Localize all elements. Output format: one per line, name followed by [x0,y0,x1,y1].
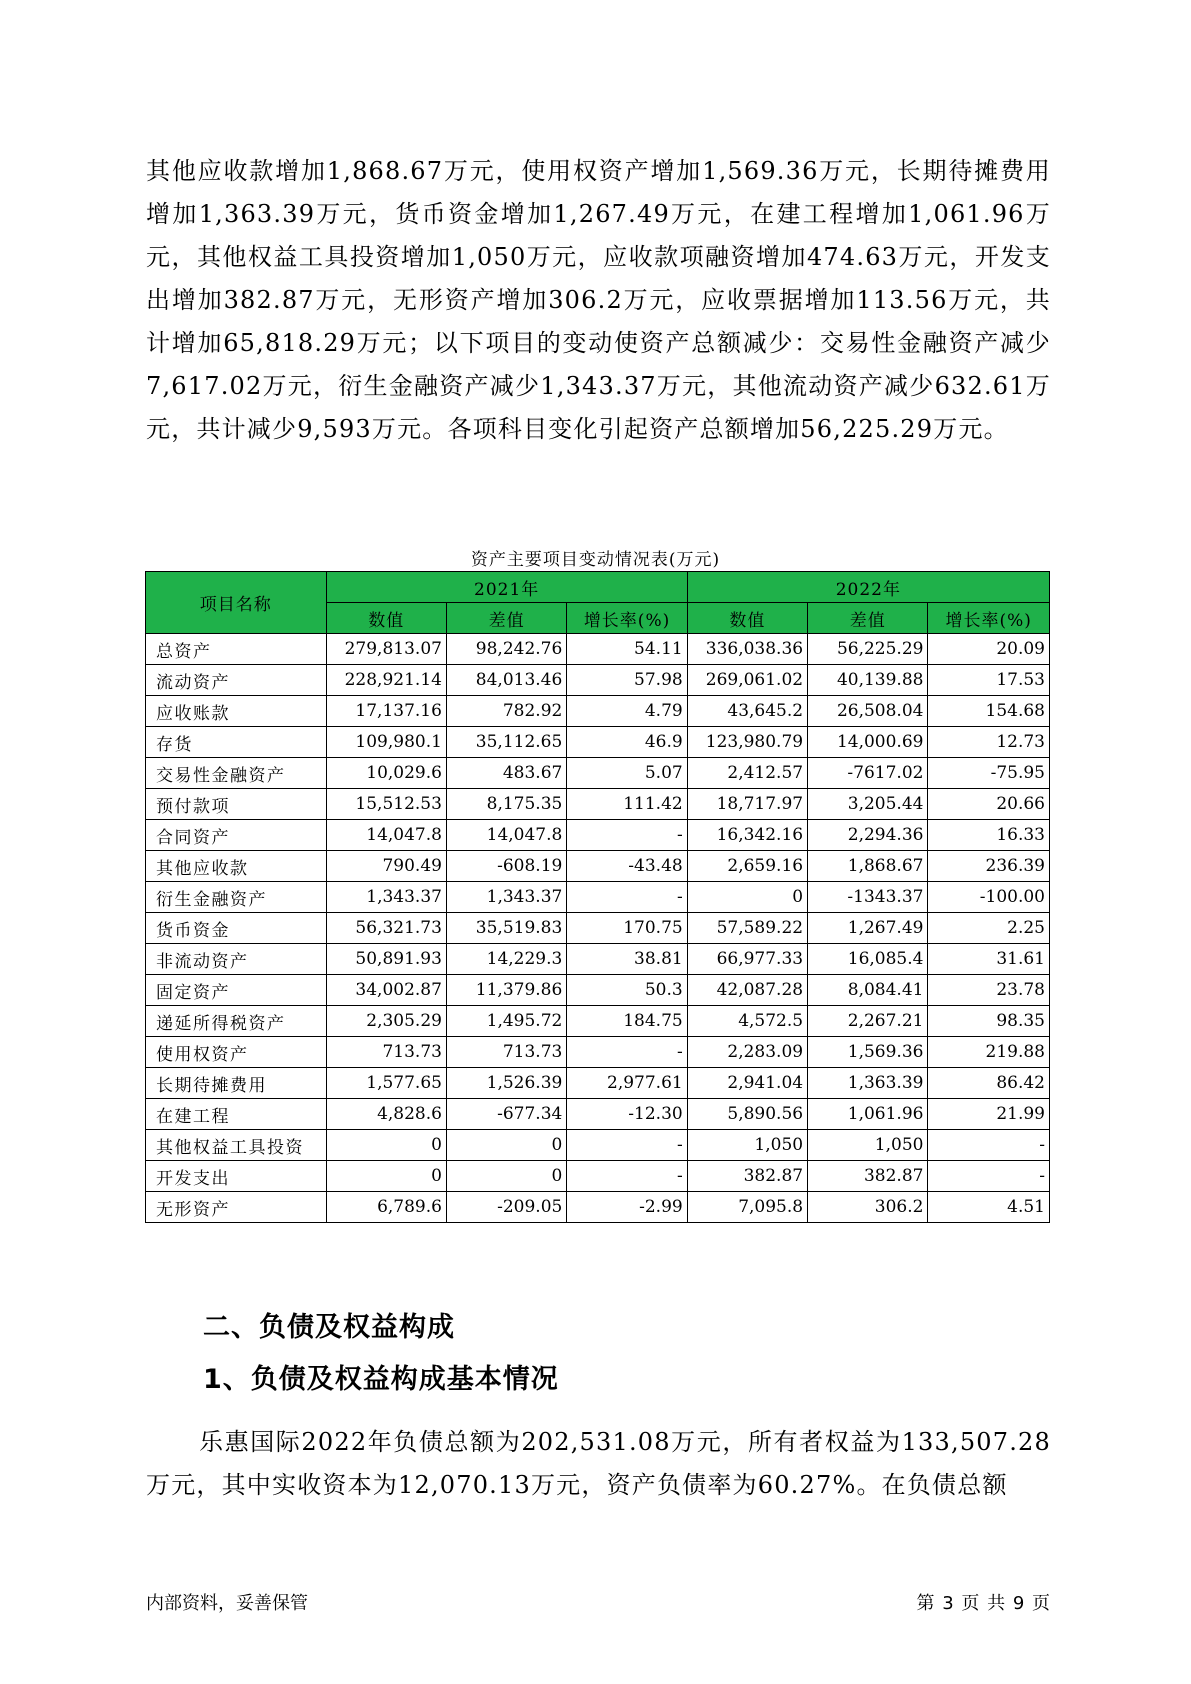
cell-growth-2022: 17.53 [928,665,1050,696]
cell-growth-2022: - [928,1130,1050,1161]
cell-value-2022: 7,095.8 [687,1192,807,1223]
cell-value-2021: 14,047.8 [326,820,446,851]
cell-growth-2021: 184.75 [567,1006,687,1037]
cell-value-2022: 16,342.16 [687,820,807,851]
table-row [146,1192,1050,1223]
header-year-2022: 2022年 [687,572,1049,603]
cell-diff-2022: 56,225.29 [808,634,928,665]
asset-change-table [145,571,1050,1223]
cell-item-name: 固定资产 [146,975,327,1006]
cell-growth-2021: - [567,820,687,851]
cell-value-2021: 10,029.6 [326,758,446,789]
cell-growth-2021: 54.11 [567,634,687,665]
cell-diff-2021: 35,519.83 [446,913,566,944]
table-row [146,727,1050,758]
cell-value-2022: 43,645.2 [687,696,807,727]
table-row [146,1161,1050,1192]
cell-value-2021: 1,577.65 [326,1068,446,1099]
cell-diff-2021: 1,343.37 [446,882,566,913]
cell-diff-2022: 306.2 [808,1192,928,1223]
cell-item-name: 衍生金融资产 [146,882,327,913]
cell-diff-2022: 14,000.69 [808,727,928,758]
table-row [146,1006,1050,1037]
header-growth-2022: 增长率(%) [928,603,1050,634]
cell-growth-2022: 86.42 [928,1068,1050,1099]
intro-paragraph: 其他应收款增加1,868.67万元，使用权资产增加1,569.36万元，长期待摊费用增加1,363.39万元，货币资金增加1,267.49万元，在建工程增加1,061.96万元，其他权益工具投资增加1,050万元，应收款项融资增加474.63万元，开发支出增加382.87万元，无形资产增加306.2万元，应收票据增加113.56万元，共计增加65,818.29万元；以下项目的变动使资产总额减少：交易性金融资产减少7,617.02万元，衍生金融资产减少1,343.37万元，其他流动资产减少632.61万元，共计减少9,593万元。各项科目变化引起资产总额增加56,225.29万元。 [146,157,1051,443]
cell-item-name: 合同资产 [146,820,327,851]
cell-item-name: 总资产 [146,634,327,665]
cell-diff-2022: 16,085.4 [808,944,928,975]
cell-value-2022: 123,980.79 [687,727,807,758]
subsection-heading: 1、负债及权益构成基本情况 [203,1364,559,1395]
cell-diff-2021: -677.34 [446,1099,566,1130]
footer-page-number: 第 3 页 共 9 页 [916,1593,1051,1614]
cell-growth-2021: -2.99 [567,1192,687,1223]
header-year-2021: 2021年 [326,572,687,603]
cell-value-2022: 382.87 [687,1161,807,1192]
cell-diff-2021: 84,013.46 [446,665,566,696]
cell-value-2022: 4,572.5 [687,1006,807,1037]
cell-item-name: 开发支出 [146,1161,327,1192]
table-row [146,913,1050,944]
cell-diff-2021: 0 [446,1130,566,1161]
header-value-2021: 数值 [326,603,446,634]
header-growth-2021: 增长率(%) [567,603,687,634]
table-row [146,665,1050,696]
cell-diff-2022: 1,267.49 [808,913,928,944]
cell-growth-2021: - [567,1130,687,1161]
cell-diff-2021: 14,047.8 [446,820,566,851]
cell-item-name: 长期待摊费用 [146,1068,327,1099]
cell-diff-2022: 1,569.36 [808,1037,928,1068]
header-diff-2021: 差值 [446,603,566,634]
cell-growth-2022: 236.39 [928,851,1050,882]
cell-growth-2021: 5.07 [567,758,687,789]
cell-item-name: 货币资金 [146,913,327,944]
table-caption: 资产主要项目变动情况表(万元) [470,550,721,570]
table-row [146,1099,1050,1130]
body-paragraph: 乐惠国际2022年负债总额为202,531.08万元，所有者权益为133,507.28万元，其中实收资本为12,070.13万元，资产负债率为60.27%。在负债总额 [146,1428,1051,1499]
cell-growth-2021: 57.98 [567,665,687,696]
table-body [146,634,1050,1223]
header-item-name: 项目名称 [146,572,327,634]
header-value-2022: 数值 [687,603,807,634]
cell-growth-2021: 38.81 [567,944,687,975]
cell-growth-2022: 4.51 [928,1192,1050,1223]
cell-diff-2022: 1,363.39 [808,1068,928,1099]
cell-item-name: 非流动资产 [146,944,327,975]
cell-diff-2021: 0 [446,1161,566,1192]
cell-value-2022: 57,589.22 [687,913,807,944]
footer-confidential-note: 内部资料，妥善保管 [146,1593,308,1614]
cell-growth-2022: 31.61 [928,944,1050,975]
cell-diff-2021: 782.92 [446,696,566,727]
cell-growth-2022: 219.88 [928,1037,1050,1068]
cell-value-2022: 336,038.36 [687,634,807,665]
table-row [146,820,1050,851]
cell-value-2021: 0 [326,1130,446,1161]
cell-value-2022: 42,087.28 [687,975,807,1006]
cell-diff-2022: 1,050 [808,1130,928,1161]
cell-value-2021: 56,321.73 [326,913,446,944]
cell-diff-2021: 483.67 [446,758,566,789]
cell-value-2022: 18,717.97 [687,789,807,820]
cell-value-2021: 0 [326,1161,446,1192]
cell-growth-2022: 16.33 [928,820,1050,851]
cell-value-2022: 2,941.04 [687,1068,807,1099]
cell-diff-2022: 2,294.36 [808,820,928,851]
cell-value-2022: 0 [687,882,807,913]
cell-value-2021: 109,980.1 [326,727,446,758]
cell-growth-2021: 50.3 [567,975,687,1006]
cell-growth-2022: - [928,1161,1050,1192]
cell-diff-2021: -608.19 [446,851,566,882]
cell-growth-2022: -100.00 [928,882,1050,913]
table-row [146,1068,1050,1099]
cell-growth-2021: -43.48 [567,851,687,882]
cell-value-2021: 6,789.6 [326,1192,446,1223]
cell-value-2022: 66,977.33 [687,944,807,975]
cell-value-2022: 5,890.56 [687,1099,807,1130]
cell-diff-2022: 2,267.21 [808,1006,928,1037]
cell-growth-2022: 20.09 [928,634,1050,665]
cell-item-name: 其他应收款 [146,851,327,882]
cell-growth-2021: - [567,1161,687,1192]
cell-value-2022: 2,283.09 [687,1037,807,1068]
cell-value-2021: 713.73 [326,1037,446,1068]
cell-diff-2022: 1,868.67 [808,851,928,882]
cell-diff-2021: 8,175.35 [446,789,566,820]
cell-growth-2021: 2,977.61 [567,1068,687,1099]
cell-diff-2022: 3,205.44 [808,789,928,820]
cell-value-2021: 50,891.93 [326,944,446,975]
cell-diff-2022: 40,139.88 [808,665,928,696]
cell-value-2022: 1,050 [687,1130,807,1161]
cell-item-name: 应收账款 [146,696,327,727]
cell-diff-2022: -1343.37 [808,882,928,913]
cell-diff-2022: 26,508.04 [808,696,928,727]
table-row [146,634,1050,665]
cell-diff-2021: 11,379.86 [446,975,566,1006]
table-row [146,882,1050,913]
cell-item-name: 其他权益工具投资 [146,1130,327,1161]
cell-growth-2021: - [567,1037,687,1068]
cell-growth-2021: 46.9 [567,727,687,758]
cell-value-2021: 790.49 [326,851,446,882]
cell-diff-2021: 98,242.76 [446,634,566,665]
cell-growth-2021: - [567,882,687,913]
table-row [146,1037,1050,1068]
cell-diff-2021: 1,495.72 [446,1006,566,1037]
table-row [146,789,1050,820]
cell-diff-2021: 14,229.3 [446,944,566,975]
cell-growth-2021: 4.79 [567,696,687,727]
cell-value-2021: 17,137.16 [326,696,446,727]
cell-diff-2022: 382.87 [808,1161,928,1192]
cell-diff-2021: 713.73 [446,1037,566,1068]
section-heading: 二、负债及权益构成 [203,1312,455,1343]
cell-value-2021: 4,828.6 [326,1099,446,1130]
cell-value-2022: 2,412.57 [687,758,807,789]
cell-growth-2022: 2.25 [928,913,1050,944]
cell-diff-2022: 1,061.96 [808,1099,928,1130]
cell-growth-2021: -12.30 [567,1099,687,1130]
cell-value-2021: 15,512.53 [326,789,446,820]
cell-item-name: 递延所得税资产 [146,1006,327,1037]
header-diff-2022: 差值 [808,603,928,634]
table-row [146,944,1050,975]
cell-diff-2022: 8,084.41 [808,975,928,1006]
cell-growth-2022: 23.78 [928,975,1050,1006]
table-row [146,851,1050,882]
cell-diff-2022: -7617.02 [808,758,928,789]
cell-growth-2021: 170.75 [567,913,687,944]
cell-item-name: 交易性金融资产 [146,758,327,789]
cell-growth-2022: 21.99 [928,1099,1050,1130]
cell-diff-2021: -209.05 [446,1192,566,1223]
cell-growth-2021: 111.42 [567,789,687,820]
cell-growth-2022: 20.66 [928,789,1050,820]
cell-value-2021: 279,813.07 [326,634,446,665]
cell-growth-2022: 98.35 [928,1006,1050,1037]
cell-value-2022: 269,061.02 [687,665,807,696]
cell-item-name: 预付款项 [146,789,327,820]
table-row [146,1130,1050,1161]
cell-value-2021: 228,921.14 [326,665,446,696]
cell-value-2021: 1,343.37 [326,882,446,913]
cell-growth-2022: 12.73 [928,727,1050,758]
table-row [146,758,1050,789]
table-row [146,696,1050,727]
cell-diff-2021: 35,112.65 [446,727,566,758]
cell-value-2021: 34,002.87 [326,975,446,1006]
table-row [146,975,1050,1006]
cell-item-name: 使用权资产 [146,1037,327,1068]
cell-growth-2022: -75.95 [928,758,1050,789]
cell-diff-2021: 1,526.39 [446,1068,566,1099]
cell-value-2021: 2,305.29 [326,1006,446,1037]
cell-item-name: 无形资产 [146,1192,327,1223]
cell-item-name: 在建工程 [146,1099,327,1130]
cell-item-name: 存货 [146,727,327,758]
cell-item-name: 流动资产 [146,665,327,696]
cell-growth-2022: 154.68 [928,696,1050,727]
cell-value-2022: 2,659.16 [687,851,807,882]
